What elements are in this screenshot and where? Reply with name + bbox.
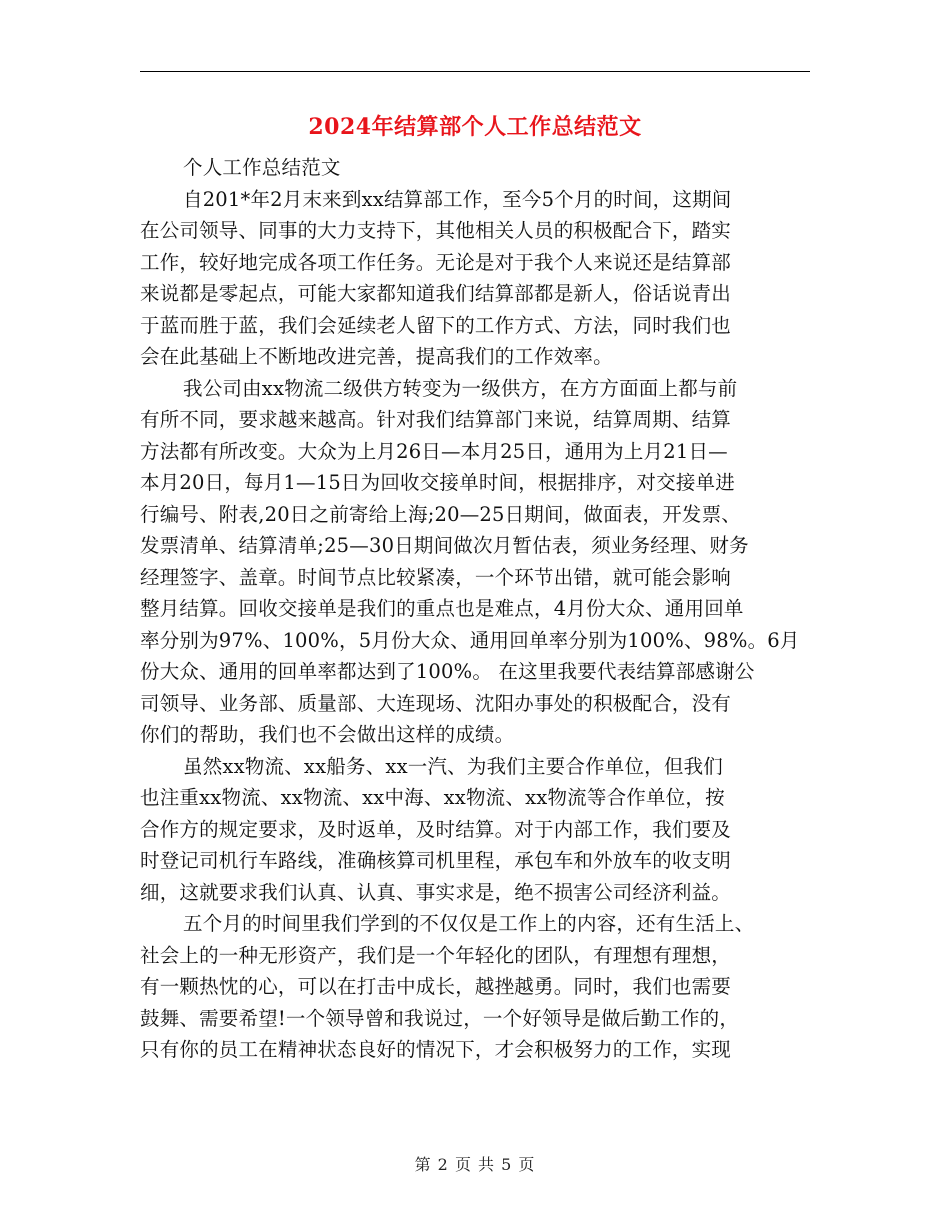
paragraph-line: 会在此基础上不断地改进完善，提高我们的工作效率。: [140, 345, 613, 368]
paragraph-line: 经理签字、盖章。时间节点比较紧凑，一个环节出错，就可能会影响: [140, 565, 732, 589]
header-rule: [140, 71, 810, 72]
paragraph-line: 行编号、附表,20日之前寄给上海;20—25日期间，做面表，开发票、: [140, 502, 742, 526]
paragraph-line: 司领导、业务部、质量部、大连现场、沈阳办事处的积极配合，没有: [140, 691, 732, 715]
paragraph-line: 在公司领导、同事的大力支持下，其他相关人员的积极配合下，踏实: [140, 219, 732, 242]
paragraph-line: 虽然xx物流、xx船务、xx一汽、为我们主要合作单位，但我们: [183, 754, 723, 778]
paragraph-line: 细，这就要求我们认真、认真、事实求是，绝不损害公司经济利益。: [140, 880, 732, 904]
paragraph-line: 社会上的一种无形资产，我们是一个年轻化的团队，有理想有理想，: [140, 943, 732, 967]
document-title: 2024年结算部个人工作总结范文: [308, 114, 642, 140]
paragraph-line: 份大众、通用的回单率都达到了100%。 在这里我要代表结算部感谢公: [140, 660, 755, 683]
paragraph-line: 我公司由xx物流二级供方转变为一级供方，在方方面面上都与前: [183, 376, 738, 400]
paragraph-line: 鼓舞、需要希望!一个领导曾和我说过，一个好领导是做后勤工作的，: [140, 1006, 740, 1030]
paragraph-line: 整月结算。回收交接单是我们的重点也是难点，4月份大众、通用回单: [140, 597, 744, 620]
paragraph-line: 自201*年2月末来到xx结算部工作，至今5个月的时间，这期间: [183, 187, 732, 211]
paragraph-line: 有一颗热忱的心，可以在打击中成长，越挫越勇。同时，我们也需要: [140, 975, 732, 998]
paragraph-line: 五个月的时间里我们学到的不仅仅是工作上的内容，还有生活上、: [183, 912, 755, 935]
paragraph-line: 本月20日，每月1—15日为回收交接单时间，根据排序，对交接单进: [140, 471, 735, 494]
paragraph-line: 你们的帮助，我们也不会做出这样的成绩。: [140, 723, 515, 746]
paragraph-line: 方法都有所改变。大众为上月26日—本月25日，通用为上月21日—: [140, 439, 728, 463]
paragraph-line: 合作方的规定要求，及时返单，及时结算。对于内部工作，我们要及: [140, 817, 732, 841]
section-heading: 个人工作总结范文: [183, 156, 341, 179]
paragraph-line: 于蓝而胜于蓝，我们会延续老人留下的工作方式、方法，同时我们也: [140, 313, 732, 337]
paragraph-line: 率分别为97%、100%，5月份大众、通用回单率分别为100%、98%。6月: [140, 628, 800, 652]
paragraph-line: 工作，较好地完成各项工作任务。无论是对于我个人来说还是结算部: [140, 250, 732, 274]
paragraph-line: 只有你的员工在精神状态良好的情况下，才会积极努力的工作，实现: [140, 1038, 732, 1061]
page-number: 第 2 页 共 5 页: [414, 1155, 536, 1174]
paragraph-line: 有所不同，要求越来越高。针对我们结算部门来说，结算周期、结算: [140, 408, 732, 431]
paragraph-line: 发票清单、结算清单;25—30日期间做次月暂估表，须业务经理、财务: [140, 534, 749, 557]
paragraph-line: 也注重xx物流、xx物流、xx中海、xx物流、xx物流等合作单位，按: [140, 786, 725, 809]
document-body: [140, 152, 812, 1066]
paragraph-line: 时登记司机行车路线，准确核算司机里程，承包车和外放车的收支明: [140, 849, 732, 872]
paragraph-line: 来说都是零起点，可能大家都知道我们结算部都是新人，俗话说青出: [140, 282, 732, 305]
